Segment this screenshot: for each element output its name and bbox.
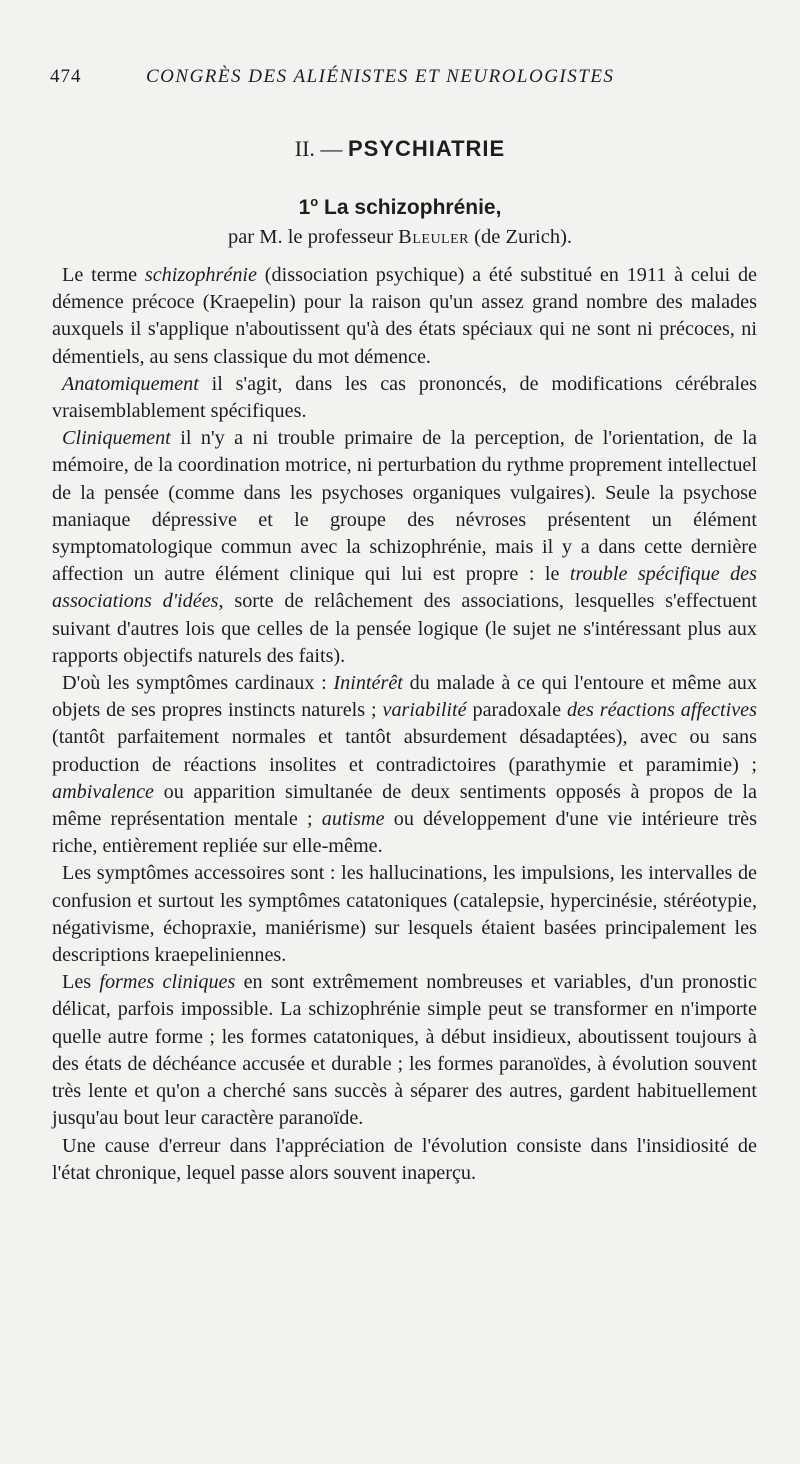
italic-term: autisme: [321, 808, 385, 831]
text-run: (tantôt parfaitement normales et tantôt absurdement désadaptées), avec ou sans production de réactions insolites et contradictoires (parathymie et paramimie) ;: [52, 726, 757, 776]
italic-term: des réactions affectives: [566, 699, 757, 722]
text-run: Les symptômes accessoires sont : les hallucinations, les impulsions, les intervalles de confusion et surtout les symptômes catatoniques (catalepsie, hypercinésie, stéréotypie, négativisme, échopraxie, maniérisme) sur lesquels étaient basées principalement les descriptions kraepeliniennes.: [52, 862, 757, 967]
text-run: il s'agit, dans les cas prononcés, de modifications cérébrales vraisemblablement spécifiques.: [52, 372, 757, 423]
italic-term: trouble spécifique des associations d'idées: [52, 563, 758, 613]
text-run: , sorte de relâchement des associations, lesquelles s'effectuent suivant d'autres lois que celles de la pensée logique (le sujet ne s'intéressant plus aux rapports objectifs naturels des faits).: [52, 590, 757, 667]
italic-term: Inintérêt: [333, 672, 403, 695]
paragraph: [52, 1133, 757, 1187]
byline-prefix: par M. le professeur: [227, 226, 394, 248]
paragraph: [52, 969, 757, 1132]
text-run: ou apparition simultanée de deux sentiments opposés à propos de la même représentation mentale ;: [52, 780, 757, 831]
text-run: (dissociation psychique) a été substitué en 1911 à celui de démence précoce (Kraepelin) pour la raison qu'un assez grand nombre des malades auxquels il s'applique n'aboutissent qu'à des états spéciaux qui ne sont ni précoces, ni démentiels, au sens classique du mot démence.: [52, 264, 757, 368]
italic-term: Anatomiquement: [62, 372, 199, 395]
section-number: II. —: [294, 136, 343, 161]
author-affiliation: (de Zurich).: [474, 226, 573, 248]
italic-term: Cliniquement: [62, 427, 171, 450]
running-head: [50, 66, 760, 96]
section-heading: [0, 136, 800, 162]
text-run: paradoxale: [466, 699, 567, 722]
text-run: D'où les symptômes cardinaux :: [62, 672, 334, 695]
text-run: ou développement d'une vie intérieure très riche, entièrement repliée sur elle-même.: [52, 808, 757, 858]
text-run: en sont extrêmement nombreuses et variables, d'un pronostic délicat, parfois impossible. La schizophrénie simple peut se transformer en n'importe quelle autre forme ; les formes catatoniques, à début insidieux, aboutissent toujours à des états de déchéance accusée et durable ; les formes paranoïdes, à évolution souvent très lente et qu'on a cherché sans succès à séparer des autres, gardent habituellement jusqu'au bout leur caractère paranoïde.: [52, 971, 757, 1130]
italic-term: ambivalence: [52, 780, 155, 803]
text-run: Une cause d'erreur dans l'appréciation de l'évolution consiste dans l'insidiosité de l'état chronique, lequel passe alors souvent inaperçu.: [52, 1134, 757, 1184]
paragraph: [52, 371, 757, 425]
body-text: [52, 262, 757, 1187]
section-name: PSYCHIATRIE: [347, 136, 506, 161]
paragraph: [52, 860, 757, 969]
article-ordinal-suffix: o: [310, 194, 319, 209]
byline: [0, 226, 800, 249]
article-ordinal: 1: [298, 196, 311, 219]
author-name: Bleuler: [398, 226, 470, 248]
paragraph: [52, 670, 757, 860]
text-run: Les: [62, 971, 100, 994]
text-run: du malade à ce qui l'entoure et même aux objets de ses propres instincts naturels ;: [52, 672, 757, 722]
article-title-text: La schizophrénie,: [324, 196, 502, 219]
paragraph: [52, 262, 757, 371]
text-run: il n'y a ni trouble primaire de la perception, de l'orientation, de la mémoire, de la coordination motrice, ni perturbation du rythme proprement intellectuel de la pensée (comme dans les psychoses organiques vulgaires). Seule la psychose maniaque dépressive et le groupe des névroses présentent un élément symptomatologique commun avec la schizophrénie, mais il y a dans cette dernière affection un autre élément clinique qui lui est propre : le: [52, 427, 757, 586]
journal-title: CONGRÈS DES ALIÉNISTES ET NEUROLOGISTES: [146, 66, 615, 87]
text-run: Le terme: [62, 264, 145, 286]
article-title: [0, 194, 800, 220]
italic-term: formes cliniques: [99, 971, 236, 994]
italic-term: variabilité: [382, 699, 467, 722]
italic-term: schizophrénie: [144, 264, 257, 286]
paragraph: [52, 425, 757, 670]
page-number: 474: [50, 66, 82, 87]
